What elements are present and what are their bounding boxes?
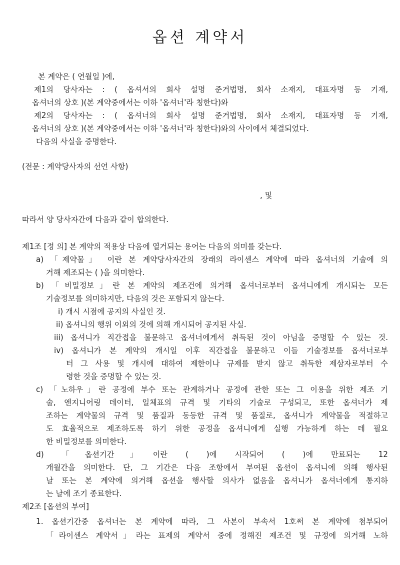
text-line: a) 「제약물」 이란 본 계약당사자간의 장래의 라이센스 계약에 따라 옵셔너의 기술에 의 xyxy=(36,255,388,264)
text-line: 거해 제조되는 ( )을 의미한다. xyxy=(46,268,145,277)
text-line: 「라이센스 계약서」라는 표제의 계약서 중에 정해진 제조건 및 규정에 의거해 노하 xyxy=(46,531,388,540)
text-line: 는 날에 조기 종료한다. xyxy=(46,489,122,498)
text-line: 제2조 [옵션의 부여] xyxy=(22,502,89,511)
text-line: 따라서 양 당사자간에 다음과 같이 합의한다. xyxy=(22,215,169,224)
text-line: 1. 옵션기간중 옵셔너는 본 계약에 따라, 그 사본이 부속서 1호써 본 계약에 첨부되어 xyxy=(36,517,388,526)
text-line: (전문 : 계약당사자의 선언 사항) xyxy=(22,162,129,171)
text-line: 제2의 당사자는 : ( 옵셔너의 회사 설명 준거법명, 회사 소재지, 대표자명 등 기재, xyxy=(34,111,388,120)
text-line: 제1의 당사자는 : ( 옵셔서의 회사 설명 준거법명, 회사 소재지, 대표자명 등 기재, xyxy=(34,85,388,94)
text-line: 한 비밀정보를 의미한다. xyxy=(46,437,127,446)
text-line: ii) 옵셔니의 행위 이외의 것에 의해 개시되어 공지된 사실. xyxy=(56,320,247,329)
text-line: b) 「비밀정보」란 본 계약의 제조건에 의거해 옵셔너로부터 옵셔니에게 개시되는 모든 xyxy=(36,281,388,290)
text-line: 술, 엔지니어링 데이터, 일체표의 규격 및 기타의 기술로 구성되고, 또한 옵셔너가 제 xyxy=(46,398,388,407)
text-line: , 및 xyxy=(260,191,273,200)
text-line: 개월간을 의미한다. 단, 그 기간은 다음 조항에서 부여된 옵션이 옵셔니에 의해 행사된 xyxy=(46,463,388,472)
text-line: 다음의 사실을 증명한다. xyxy=(36,137,117,146)
text-line: c) 「노하우」란 공정에 부수 또는 관계하거나 공정에 관한 또는 그 이용을 위한 제조 기 xyxy=(36,385,388,394)
text-line: 터 그 사용 및 개시에 대하여 제한이나 규제를 받지 않고 취득한 제삼자로부터 수 xyxy=(66,359,388,368)
document-title: 옵션 계약서 xyxy=(152,28,248,46)
text-line: 령한 것을 증명할 수 있는 것. xyxy=(66,372,162,381)
text-line: iv) 옵셔니가 본 계약의 개시일 이후 직간접을 불문하고 이들 기술정보를 옵셔너로부 xyxy=(54,346,388,355)
text-line: 날 또는 본 계약에 의거해 옵션을 행사할 의사가 없음을 옵셔니가 옵셔너에게 통지하 xyxy=(46,476,388,485)
text-line: 옵셔너의 상호 )(본 계약중에서는 이하 '옵셔너'라 칭한다)와 xyxy=(32,98,229,107)
text-line: 제1조 [정 의] 본 계약의 적용상 다음에 열거되는 용어는 다음의 의미를 갖는다. xyxy=(22,242,282,251)
text-line: d) 「옵션기간」이란 ( )에 시작되어 ( )에 만료되는 12 xyxy=(36,450,388,459)
text-line: 조하는 계약물의 규격 및 품질과 동등한 규격 및 품질로, 옵셔니가 계약물을 적절하고 xyxy=(46,411,388,420)
text-line: 옵셔너의 상호 )(본 계약중에서는 이하 '옵셔너'라 칭한다)와의 사이에서 체결되었다. xyxy=(32,124,309,133)
text-line: 본 계약은 ( 연월일 )에, xyxy=(38,72,115,81)
text-line: 기술정보를 의미하지만, 다음의 것은 포함되지 않는다. xyxy=(46,294,225,303)
text-line: i) 개시 시점에 공지의 사실인 것. xyxy=(58,307,166,316)
text-line: 도 효율적으로 제조하도록 하기 위한 공정을 옵셔니에게 실행 가능하게 하는 데 필요 xyxy=(46,424,388,433)
text-line: iii) 옵셔니가 직간접을 불문하고 옵셔너에게서 취득된 것이 아님을 증명할 수 있는 것. xyxy=(54,333,388,342)
